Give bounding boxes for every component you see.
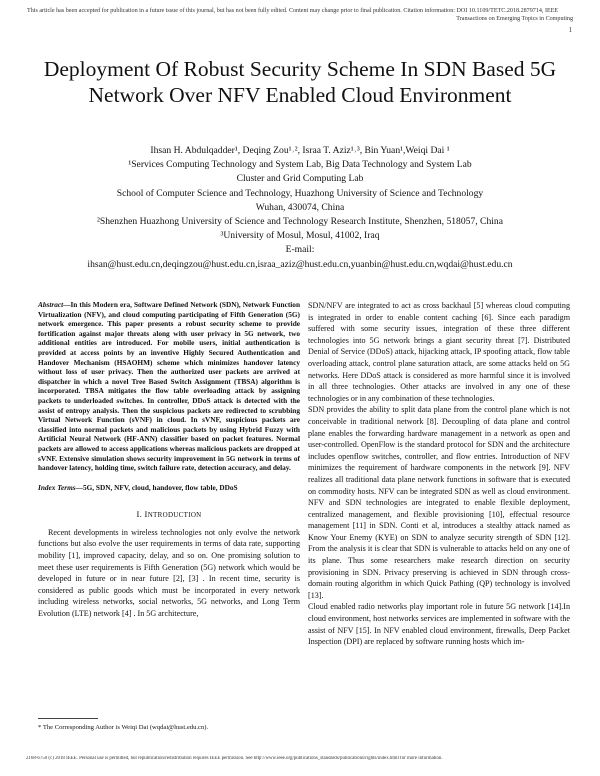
- index-terms-lead: Index Terms: [38, 482, 76, 492]
- abstract-lead: Abstract: [38, 300, 64, 309]
- right-column: [308, 300, 570, 648]
- page-number: 1: [568, 26, 572, 34]
- section-heading-initial: I: [144, 509, 148, 520]
- author-names: Ihsan H. Abdulqadder¹, Deqing Zou¹˒², Israa T. Aziz¹˒³, Bin Yuan¹,Weiqi Dai ¹: [150, 145, 450, 156]
- affiliation-3: ³University of Mosul, Mosul, 41002, Iraq: [220, 230, 380, 242]
- affiliation-2: ²Shenzhen Huazhong University of Science and Technology Research Institute, Shenzhen, 518057, China: [97, 216, 503, 228]
- copyright-footer: 2168-6750 (c) 2018 IEEE. Personal use is permitted, but republication/redistribution requires IEEE permission. See http://www.ieee.org/publications_standards/publications/rights/index.html for more information.: [26, 756, 443, 761]
- abstract-text: —In this Modern era, Software Defined Network (SDN), Network Function Virtualization (NFV), and cloud computing participating of Fifth Generation (5G) network emergence. This paper presents a robust security scheme to provide fortification against major threats along with user privacy in 5G network, two additional entities are introduced. For mobile users, initial authentication is provided at access points by an inventive Highly Secured Authentication and Handover Mechanism (HSAOHM) scheme which minimizes handover latency without loss of user privacy. Then the authorized user packets are arrived at dispatcher in which a novel Tree Based Switch Assignment (TBSA) algorithm is incorporated. TBSA mitigates the flow table overloading attack by assigning packets to underloaded switches. In controller, DDoS attack is detected with the assist of entropy analysis. Then the suspicious packets are redirected to scrubbing Virtual Network Function (sVNF) in cloud. In sVNF, suspicious packets are classified into normal packets and malicious packets by using Hybrid Fuzzy with Artificial Neural Network (HF-ANN) classifier based on packet features. Normal packets are allowed to access applications whereas malicious packets are dropped at sVNF. Extensive simulation shows security improvement in 5G network in terms of handover latency, holding time, switch failure rate, detection accuracy, and delay.: [38, 300, 300, 473]
- right-paragraph-2: SDN provides the ability to split data plane from the control plane which is not conceivable in traditional network [8]. Decoupling of data plane and control plane enables the forwarding hardware management in a network as open and user-controlled. OpenFlow is the standard protocol for SDN and the architecture includes openflow switches, controller, and flow entries. Introduction of NFV minimizes the requirement of hardware components in the network [9]. NFV realizes all traditional data plane network functions in software that is executed on commodity hosts. NFV can be integrated SDN as well as cloud environment. NFV and SDN technologies are integrated to enable flexible deployment, centralized management, and flexible provisioning [10], effectual resource management [11] in SDN. Conti et al, introduces a stealthy attack named as Know Your Enemy (KYE) on SDN to analyze security strength of SDN [12]. From the analysis it is clear that SDN is vulnerable to attacks held on any one of its plane. Thus some researchers make research direction on security provisioning in SDN. Privacy preserving is achieved in SDN through cross-domain routing algorithm in which Quick Pathing (QP) technology is involved [13].: [308, 405, 570, 600]
- header-line-1: This article has been accepted for publication in a future issue of this journal, but has not been fully edited. Content may change prior to final publication. Citation information: DOI 10.1109/TETC.2018.2879714, IEEE: [27, 8, 559, 14]
- footnote: * The Corresponding Author is Weiqi Dai (wqdai@hust.edu.cn).: [38, 724, 209, 731]
- section-heading-introduction: [38, 509, 300, 522]
- paper-title: Deployment Of Robust Security Scheme In SDN Based 5G Network Over NFV Enabled Cloud Environment: [43, 57, 557, 107]
- journal-header-note: [27, 7, 573, 24]
- index-terms: [38, 483, 300, 493]
- header-line-2: Transactions on Emerging Topics in Computing: [456, 16, 573, 23]
- section-heading-rest: NTRODUCTION: [147, 511, 202, 520]
- affiliation-1b: Cluster and Grid Computing Lab: [236, 173, 364, 185]
- index-terms-text: —5G, SDN, NFV, cloud, handover, flow table, DDoS: [75, 482, 238, 492]
- abstract: [38, 300, 300, 473]
- section-numeral: I.: [136, 509, 143, 520]
- footnote-rule: [38, 718, 98, 719]
- intro-paragraph-1: Recent developments in wireless technologies not only evolve the network functions but also evolve the user requirements in terms of data rate, supporting mobility [1], improved capacity, delay, and so on. One promising solution to meet these user requirements is Fifth Generation (5G) network which would be developed in future or in near future [2], [3] . In recent time, security is considered as public goods which must be incorporated in every network including wireless networks, social networks, 5G networks, and Long Term Evolution (LTE) network [4] . In 5G architecture,: [38, 527, 300, 619]
- email-label: E-mail:: [285, 244, 315, 256]
- author-block: [20, 144, 580, 272]
- affiliation-1c: School of Computer Science and Technology, Huazhong University of Science and Technology: [116, 187, 484, 199]
- left-column: [38, 300, 300, 620]
- email-list: ihsan@hust.edu.cn,deqingzou@hust.edu.cn,israa_aziz@hust.edu.cn,yuanbin@hust.edu.cn,wqdai@hust.edu.cn: [87, 258, 513, 270]
- right-paragraph-1: SDN/NFV are integrated to act as cross backhaul [5] whereas cloud computing is integrated in order to enable content caching [6]. Since each paradigm suffered with some security issues, integration of these three different technologies into 5G network brings a giant security threat [7]. Distributed Denial of Service (DDoS) attack, hijacking attack, IP spoofing attack, flow table overloading attack, control plane saturation attack, are some attacks held on 5G networks. Here DDoS attack is considered as more harmful since it is involved in all three technologies. Other attacks are involved in any one of these technologies or in any combination of these technologies.: [308, 301, 570, 403]
- affiliation-1d: Wuhan, 430074, China: [255, 201, 345, 213]
- right-paragraph-3: Cloud enabled radio networks play important role in future 5G network [14].In cloud environment, host networks services are implemented in software with the assist of NFV [15]. In NFV enabled cloud environment, firewalls, Deep Packet Inspection (DPI) are replaced by software running hosts which im-: [308, 602, 570, 647]
- affiliation-1a: ¹Services Computing Technology and System Lab, Big Data Technology and System Lab: [128, 159, 472, 171]
